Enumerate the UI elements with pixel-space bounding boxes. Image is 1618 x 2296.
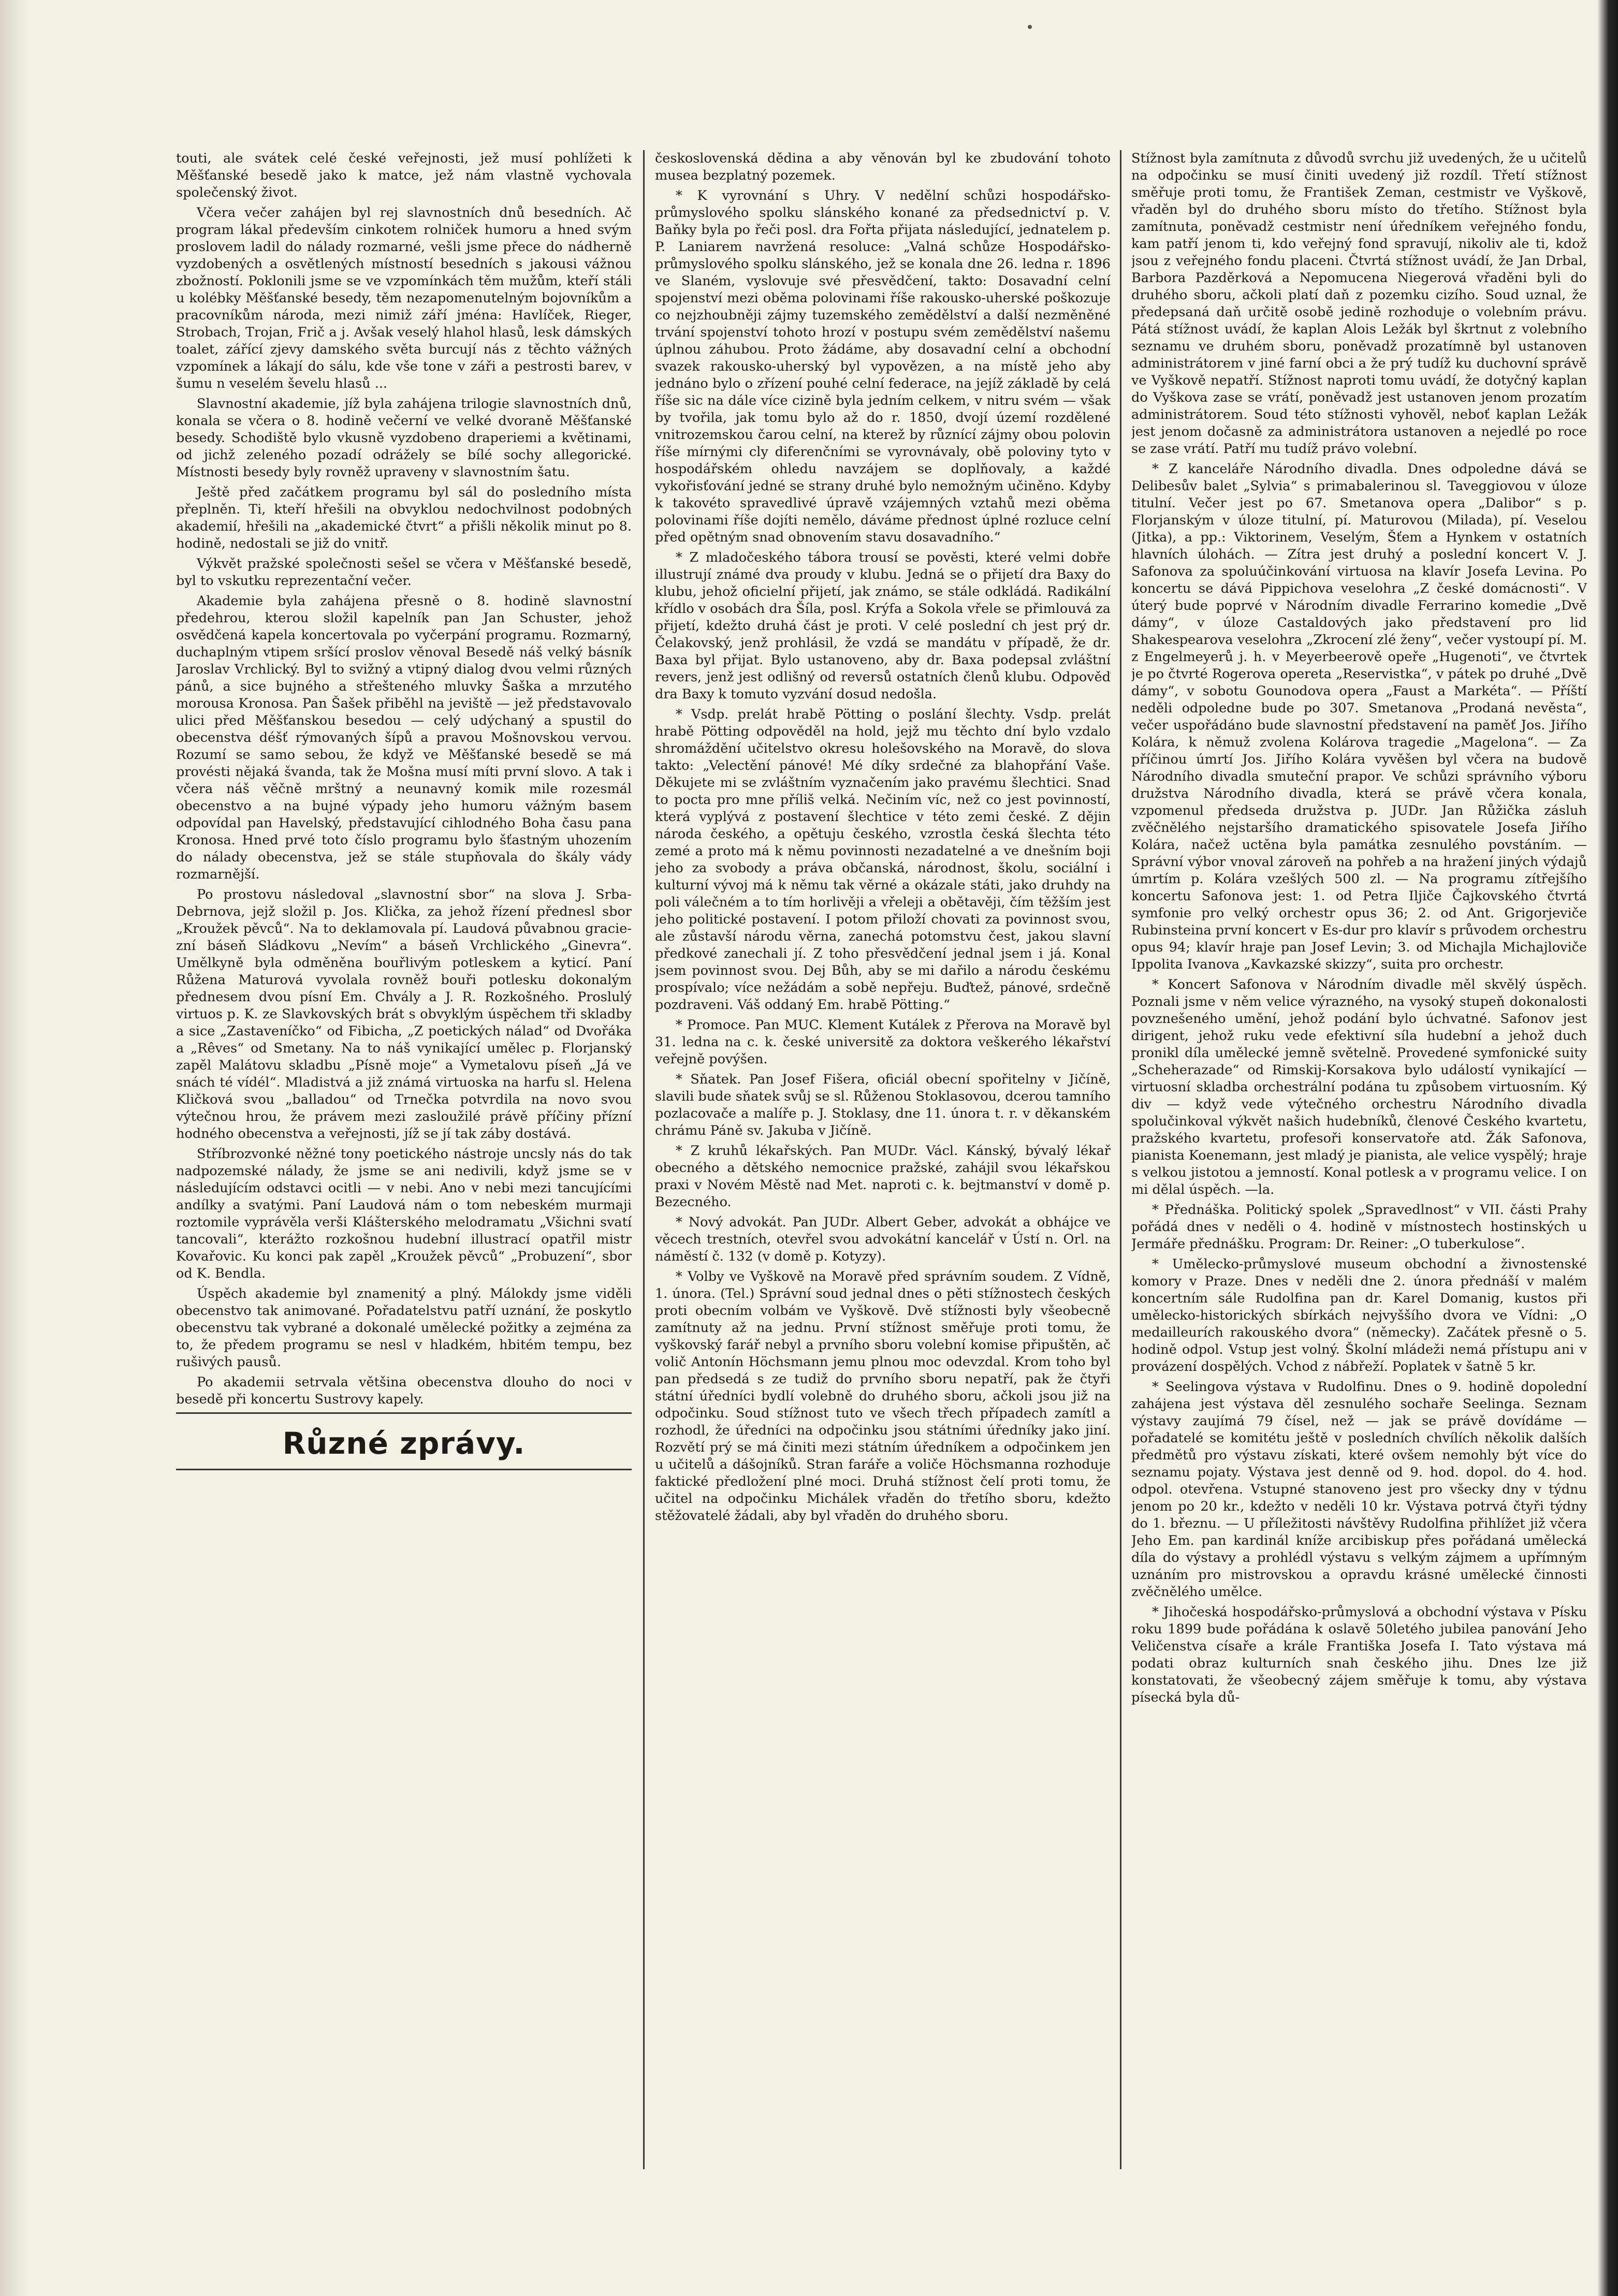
- col2-paragraph: * K vyrovnání s Uhry. V nedělní schůzi hospodářsko-průmyslového spolku slánského konané za předsednictví p. V. Baňky byla po řeči posl. dra Fořta přijata následující, jednatelem p. P. Laniarem navržená resoluce: „Valná schůze Hospodářsko-průmyslového spolku slánského, jež se konala dne 26. ledna r. 1896 ve Slaném, vyslovuje své přesvědčení, takto: Dosavadní celní spojenství mezi oběma polovinami říše rakousko-uherské poškozuje co nejzhoubněji zájmy tuzemského zemědělství a další nezměněné trvání spojenství tohoto hrozí v postupu svém zemědělství našemu úplnou záhubou. Proto žádáme, aby dosavadní celní a obchodní svazek rakousko-uherský byl vypovězen, a na místě jeho aby jednáno bylo o zřízení pouhé celní federace, na jejíž základě by celá říše sic na dále více cizině byla jedním celkem, v nitru svém — však by tvořila, jak tomu bylo až do r. 1850, dvojí území rozdělené vnitrozemskou čarou celní, na kterež by různící zájmy obou polovin říše mírnými cly diferenčními se vyrovnávaly, obě poloviny tyto v hospodářském ohledu navzájem se doplňovaly, a každé vykořisťování jedné se strany druhé bylo nemožným učiněno. Kdyby k takovéto spravedlivé úpravě vzájemných vztahů mezi oběma polovinami říše dojíti nemělo, dáváme přednost úplné rozluce celní před opětným snad obnovením stavu dosavadního.“: [655, 188, 1111, 545]
- page-mark: [1028, 25, 1032, 29]
- col3-paragraph: * Umělecko-průmyslové museum obchodní a živnostenské komory v Praze. Dnes v neděli dne 2. února přednáší v malém koncertním sále Rudolfina pan dr. Karel Domanig, kustos při umělecko-historických sbírkách nejvyššího dvora ve Vídni: „O medailleurích rakouského dvora“ (německy). Začátek přesně o 5. hodině odpol. Vstup jest volný. Školní mládeži nemá přístupu ani v provázení dospělých. Vchod z nábřeží. Poplatek v šatně 5 kr.: [1131, 1256, 1587, 1374]
- column-2: [655, 150, 1111, 2169]
- col3-paragraph: * Z kanceláře Národního divadla. Dnes odpoledne dává se Delibesův balet „Sylvia“ s primabalerinou sl. Taveggiovou v úloze titulní. Večer jest po 67. Smetanova opera „Dalibor“ s p. Florjanským v úloze titulní, pí. Maturovou (Milada), pí. Veselou (Jitka), a pp.: Viktorinem, Veselým, Šťem a Hynkem v ostatních hlavních úlohách. — Zítra jest druhý a poslední koncert V. J. Safonova za spoluúčinkování virtuosa na klavír Josefa Levina. Po koncertu se dává Pippichova veselohra „Z české domácnosti“. V úterý bude poprvé v Národním divadle Ferrarino komedie „Dvě dámy“, v úloze Castaldových jako představení pro lid Shakespearova veselohra „Zkrocení zlé ženy“, večer vystoupí pí. M. z Engelmeyerů j. h. v Meyerbeerově opeře „Hugenoti“, ve čtvrtek je po čtvrté Rogerova opereta „Reservistka“, v pátek po druhé „Dvě dámy“, v sobotu Gounodova opera „Faust a Markéta“. — Příští neděli odpoledne bude po 307. Smetanova „Prodaná nevěsta“, večer uspořádáno bude slavnostní představení na paměť Jos. Jiřího Kolára, k němuž zvolena Kolárova tragedie „Magelona“. — Za příčinou úmrtí Jos. Jiřího Kolára vyvěšen byl včera na budově Národního divadla smuteční prapor. Ve schůzi správního výboru družstva Národního divadla, která se právě včera konala, vzpomenul předseda družstva p. JUDr. Jan Růžička zásluh zvěčnělého nejstaršího dramatického spisovatele Josefa Jiřího Kolára, načež uctěna byla památka zesnulého povstáním. — Správní výbor vnoval zároveň na pohřeb a na hražení jiných výdajů úmrtím p. Kolára vzešlých 500 zl. — Na programu zítřejšího koncertu Safonova jest: 1. od Petra Iljiče Čajkovského čtvrtá symfonie pro velký orchestr opus 36; 2. od Ant. Grigorjeviče Rubinsteina první koncert v Es-dur pro klavír s průvodem orchestru opus 94; klavír hraje pan Josef Levin; 3. od Michajla Michajloviče Ippolita Ivanova „Kavkazské skizzy“, suita pro orchestr.: [1131, 461, 1587, 972]
- col1-paragraph: Akademie byla zahájena přesně o 8. hodině slavnostní předehrou, kterou složil kapelník pan Jan Schuster, jehož osvědčená kapela koncertovala po vyčerpání programu. Rozmarný, duchaplným vtipem sršící proslov věnoval Besedě náš velký básník Jaroslav Vrchlický. Byl to svižný a vtipný dialog dvou velmi různých pánů, a sice bujného a střešteného mluvky Šaška a mrzutého morousa Kronosa. Pan Šašek přiběhl na jeviště — jež představovalo ulici před Měšťanskou besedou — celý udýchaný a spustil do obecenstva déšť rýmovaných šípů a pravou Mošnovskou vervou. Rozumí se samo sebou, že když ve Měšťanské besedě se má provésti nějaká švanda, tak že Mošna musí míti první slovo. A tak i včera náš věčně mrštný a neunavný komik mile rozesmál obecenstvo a na bujné výpady jeho humoru vážným basem odpovídal pan Havelský, představující cihlodného Boha času pana Kronosa. Hned prvé toto číslo programu bylo šťastným uhozením do nálady obecenstva, jež se stále stupňovala do škály vády rozmarnější.: [176, 593, 632, 882]
- col1-paragraph: touti, ale svátek celé české veřejnosti, jež musí pohlížeti k Měšťanské besedě jako k matce, jež nám vlastně vychovala společenský život.: [176, 151, 632, 200]
- col1-paragraph: Po akademii setrvala většina obecenstva dlouho do noci v besedě při koncertu Sustrovy kapely.: [176, 1374, 632, 1407]
- column-3: [1131, 150, 1587, 2169]
- col2-paragraph: * Volby ve Vyškově na Moravě před správním soudem. Z Vídně, 1. února. (Tel.) Správní soud jednal dnes o pěti stížnostech českých proti obecním volbám ve Vyškově. Dvě stížnosti byly všeobecně zamítnuty až na jednu. První stížnost směřuje proti tomu, že vyškovský farář nebyl a prvního sboru volební komise připuštěn, ač volič Antonín Höchsmann jemu plnou moc odevzdal. Krom toho byl pan předsedá s ze tudiž do prvního sboru nepatří, pak že čtyři státní úředníci bydlí volebně do druhého sboru, ačkoli jsou již na odpočinku. Soud stížnost tuto ve všech třech případech zamítl a rozhodl, že úředníci na odpočinku jsou státními úředníky jako jiní. Rozvětí prý se má činiti mezi státním úředníkem a odpočinkem jen u učitelů a dášojníků. Stran faráře a voliče Höchsmanna rozhoduje faktické předložení plné moci. Druhá stížnost čelí proti tomu, že učitel na odpočinku Michálek vřaděn do třetího sboru, kdežto stěžovatelé žádali, aby byl vřaděn do druhého sboru.: [655, 1269, 1111, 1524]
- col1-paragraph: Výkvět pražské společnosti sešel se včera v Měšťanské besedě, byl to vskutku reprezentační večer.: [176, 556, 632, 589]
- section-divider: [176, 1412, 632, 1414]
- page-right-edge: [1597, 0, 1618, 2296]
- col3-paragraph: * Koncert Safonova v Národním divadle měl skvělý úspěch. Poznali jsme v něm velice výrazného, na vysoký stupeň dokonalosti povznešeného umění, jehož podání bylo úchvatné. Safonov jest dirigent, jehož ruku vede efektivní síla hudební a jehož duch pronikl díla umělecké jemně světelně. Provedené symfonické suity „Scheherazade“ od Rimskij-Korsakova bylo událostí vynikající — virtuosní skladba orchestrální podána tu způsobem virtuosním. Ký div — když vede výtečného orchestru Národního divadla spolučinkoval výkvět našich hudebníků, členové Českého kvartetu, pražského kvartetu, profesoři konservatoře atd. Žák Safonova, pianista Koenemann, jest mladý je pianista, ale velice vyspělý; hraje s velkou jistotou a jemností. Konal potlesk a v programu velice. I on mi dělal úspěch. —la.: [1131, 977, 1587, 1197]
- column-rule: [643, 150, 645, 2169]
- col1-paragraph: Ještě před začátkem programu byl sál do posledního místa přeplněn. Ti, kteří hřešili na obvyklou nedochvilnost podobných akademií, hřešili na „akademické čtvrt“ a přišli několik minut po 8. hodině, nedostali se již do vnitř.: [176, 485, 632, 551]
- page-spine-shadow: [0, 0, 30, 2296]
- col1-paragraph: Včera večer zahájen byl rej slavnostních dnů besedních. Ač program lákal především cinkotem rolniček humoru a hned svým proslovem ladil do nálady rozmarné, vešli jsme přece do nádherně vyzdobených a osvětlených místností besedních s jakousi vážnou zbožností. Poklonili jsme se ve vzpomínkách těm mužům, kteří stáli u kolébky Měšťanské besedy, těm nezapomenutelným bojovníkům a pracovníkům národa, mezi nimiž září jména: Havlíček, Rieger, Strobach, Trojan, Frič a j. Avšak veselý hlahol hlasů, lesk dámských toalet, zářící zjevy damského světa burcují nás z těchto vážných vzpomínek a lákají do sálu, kde vše tone v záři a pestrosti barev, v šumu n veselém ševelu hlasů ...: [176, 205, 632, 391]
- col2-paragraph: * Nový advokát. Pan JUDr. Albert Geber, advokát a obhájce ve věcech trestních, otevřel svou advokátní kancelář v Ústí n. Orl. na náměstí č. 132 (v domě p. Kotyzy).: [655, 1215, 1111, 1264]
- column-1: [176, 150, 632, 2169]
- col2-paragraph: československá dědina a aby věnován byl ke zbudování tohoto musea bezplatný pozemek.: [655, 151, 1111, 183]
- col2-paragraph: * Vsdp. prelát hrabě Pötting o poslání šlechty. Vsdp. prelát hrabě Pötting odpověděl na hold, jejž mu těchto dní bylo vzdalo shromáždění učitelstvo okresu holešovského na Moravě, do slova takto: „Velectění pánové! Mé díky srdečné za blahopřání Vaše. Děkujete mi se zvláštním vyznačením jako pravému šlechtici. Snad to pocta pro mne příliš velká. Nečiním víc, než co jest povinností, která vyplývá z postavení šlechtice v této zemi české. Z dějin národa českého, a opětuju českého, vzrostla česká šlechta této zemé a proto má k němu povinnosti nezadatelné a ve dnešním boji jeho za svobody a práva občanská, národnost, školu, sociální i kulturní vývoj má k němu tak věrné a okázale státi, jako druhdy na poli válečném a to tím horlivěji a vřeleji a obětavěji, čím těžším jest jeho politické postavení. I potom přiloží chovati za povinnost svou, ale zůstavší národu věrna, zanechá potomstvu čest, jakou slavní předkové zanechali jí. Z toho přesvědčení jednal jsem i já. Konal jsem povinnost svou. Dej Bůh, aby se mi dařilo a národu českému prospívalo; více nežádám a sobě nepřeju. Buďtež, pánové, srdečně pozdraveni. Váš oddaný Em. hrabě Pötting.“: [655, 707, 1111, 1013]
- col1-paragraph: Stříbrozvonké něžné tony poetického nástroje uncsly nás do tak nadpozemské nálady, že jsme se ani nedivili, když jsme se v následujícím odstavci ocitli — v nebi. Ano v nebi mezi tancujícími andílky a svatými. Paní Laudová nám o tom nebeském murmaji roztomile vyprávěla verši Klášterského melodramatu „Všichni svatí tancovali“, kterážto rozkošnou hudební illustrací opatřil mistr Kovařovic. Ku konci pak zapěl „Kroužek pěvců“ „Probuzení“, sbor od K. Bendla.: [176, 1146, 632, 1281]
- col2-paragraph: * Z mladočeského tábora trousí se pověsti, které velmi dobře illustrují známé dva proudy v klubu. Jedná se o přijetí dra Baxy do klubu, jehož oficielní přijetí, jak známo, se stále odkládá. Radikální křídlo v osobách dra Šíla, posl. Krýfa a Sokola vřele se přimlouvá za přijetí, kdežto druhá část je proti. V celé poslední ch jest prý dr. Čelakovský, jenž prohlásil, že vzdá se mandátu v případě, že dr. Baxa byl přijat. Bylo ustanoveno, aby dr. Baxa podepsal zvláštní revers, jenž jest odlišný od reversů ostatních členů klubu. Odpověď dra Baxy k tomuto vyzvání dosud nedošla.: [655, 550, 1111, 702]
- column-rule: [1120, 150, 1121, 2169]
- col1-paragraph: Úspěch akademie byl znamenitý a plný. Málokdy jsme viděli obecenstvo tak animované. Pořadatelstvu patří uznání, že poskytlo obecenstvu tak vybrané a dokonalé umělecké požitky a zejména za to, že předem programu se nesl v hladkém, hbitém tempu, bez rušivých pausů.: [176, 1286, 632, 1370]
- col2-paragraph: * Z kruhů lékařských. Pan MUDr. Václ. Kánský, bývalý lékař obecného a dětského nemocnice pražské, zahájil svou lékařskou praxi v Novém Městě nad Met. naproti c. k. bejtmanství v domě p. Bezecného.: [655, 1143, 1111, 1210]
- col3-paragraph: * Seelingova výstava v Rudolfinu. Dnes o 9. hodině dopolední zahájena jest výstava děl zesnulého sochaře Seelinga. Seznam výstavy zaujímá 79 čísel, než — jak se právě dovídáme — pořadatelé se komitétu ještě v posledních chvílích několik dalších předmětů pro výstavu získati, které ovšem nemohly být více do seznamu pojaty. Výstava jest denně od 9. hod. dopol. do 4. hod. odpol. otevřena. Vstupné stanoveno jest pro všecky dny v týdnu jenom po 20 kr., kdežto v neděli 10 kr. Výstava potrvá čtyři týdny do 1. březnu. — U příležitosti návštěvy Rudolfina přihlížet již včera Jeho Em. pan kardinál kníže arcibiskup přes pořádaná umělecká díla do výstavy a prohlédl výstavu s velkým zájmem a upřímným uznáním pro mistrovskou a opravdu krásné umělecké činnosti zvěčnělého umělce.: [1131, 1379, 1587, 1600]
- col1-paragraph: Slavnostní akademie, jíž byla zahájena trilogie slavnostních dnů, konala se včera o 8. hodině večerní ve velké dvoraně Měšťanské besedy. Schodiště bylo vkusně vyzdobeno draperiemi a květinami, od jichž zeleného pozadí odrážely se bílé sochy allegorické. Místnosti besedy byly rovněž upraveny v slavnostním šatu.: [176, 396, 632, 480]
- section-divider: [176, 1469, 632, 1470]
- col2-paragraph: * Sňatek. Pan Josef Fišera, oficiál obecní spořitelny v Jičíně, slavili bude sňatek svůj se sl. Růženou Stoklasovou, dcerou tamního pozlacovače a malíře p. J. Stoklasy, dne 11. února t. r. v děkanském chrámu Páně sv. Jakuba v Jičíně.: [655, 1072, 1111, 1138]
- section-heading: Různé zprávy.: [282, 1426, 526, 1461]
- col3-paragraph: * Jihočeská hospodářsko-průmyslová a obchodní výstava v Písku roku 1899 bude pořádána k oslavě 50letého jubilea panování Jeho Veličenstva císaře a krále Františka Josefa I. Tato výstava má podati obraz kulturních snah českého jihu. Dnes lze již konstatovati, že všeobecný zájem směřuje k tomu, aby výstava písecká byla dů-: [1131, 1604, 1587, 1705]
- col3-paragraph: Stížnost byla zamítnuta z důvodů svrchu již uvedených, že u učitelů na odpočinku se musí činiti uvedený již rozdíl. Třetí stížnost směřuje proti tomu, že František Zeman, cestmistr ve Vyškově, vřaděn byl do druhého sboru místo do třetího. Stížnost byla zamítnuta, poněvadž cestmistr není úředníkem veřejného fondu, kam patří jenom ti, kdo veřejný fond spravují, nikoliv ale ti, kdož jsou z veřejného fondu placeni. Čtvrtá stížnost uvádí, že Jan Drbal, Barbora Pazděrková a Nepomucena Niegerová vřaděni byli do druhého sboru, ačkoli platí daň z pozemku cizího. Soud uznal, že předepsaná daň určitě osobě jedině rozhoduje o volebním právu. Pátá stížnost uvádí, že kaplan Alois Ležák byl škrtnut z volebního seznamu ve druhém sboru, poněvadž prozatímně byl ustanoven administrátorem v jiné farní obci a že prý tudíž ku duchovní správě ve Vyškově nepatří. Stížnost naproti tomu uvádí, že dotyčný kaplan do Vyškova zase se vrátí, poněvadž jest ustanoven jenom prozatím administrátorem. Soud této stížnosti vyhověl, neboť kaplan Ležák jest jenom dočasně za administrátora ustanoven a nejedlé po roce se zase vrátí. Patří mu tudíž právo volební.: [1131, 151, 1587, 457]
- col2-paragraph: * Promoce. Pan MUC. Klement Kutálek z Přerova na Moravě byl 31. ledna na c. k. české universitě za doktora veškerého lékařství veřejně povýšen.: [655, 1017, 1111, 1067]
- col3-paragraph: * Přednáška. Politický spolek „Spravedlnost“ v VII. části Prahy pořádá dnes v neděli o 4. hodině v místnostech hostinských u Jermáře přednášku. Program: Dr. Reiner: „O tuberkulose“.: [1131, 1202, 1587, 1252]
- col1-paragraph: Po prostovu následoval „slavnostní sbor“ na slova J. Srba-Debrnova, jejž složil p. Jos. Klička, za jehož řízení přednesl sbor „Kroužek pěvců“. Na to deklamovala pí. Laudová půvabnou graciezní báseň Sládkovu „Nevím“ a báseň Vrchlického „Ginevra“. Umělkyně byla odměněna bouřlivým potleskem a kyticí. Paní Růžena Maturová vyvolala rovněž bouři potlesku dokonalým přednesem dvou písní Em. Chvály a J. R. Rozkošného. Proslulý virtuos p. K. ze Slavkovských brát s obvyklým úspěchem tři skladby a sice „Zastaveníčko“ od Fibicha, „Z poetických nálad“ od Dvořáka a „Rêves“ od Smetany. Na to náš vynikající umělec p. Florjanský zapěl Malátovu skladbu „Písně moje“ a Vymetalovu píseň „Já ve snách té vídél“. Mladistvá a již známá virtuoska na harfu sl. Helena Kličková svou „balladou“ od Trnečka potvrdila na novo svou výtečnou hrou, že právem mezi zasloužilé právě příčiny přízní hodného obecenstva a veřejnosti, jíž se jí tak záby dostává.: [176, 887, 632, 1142]
